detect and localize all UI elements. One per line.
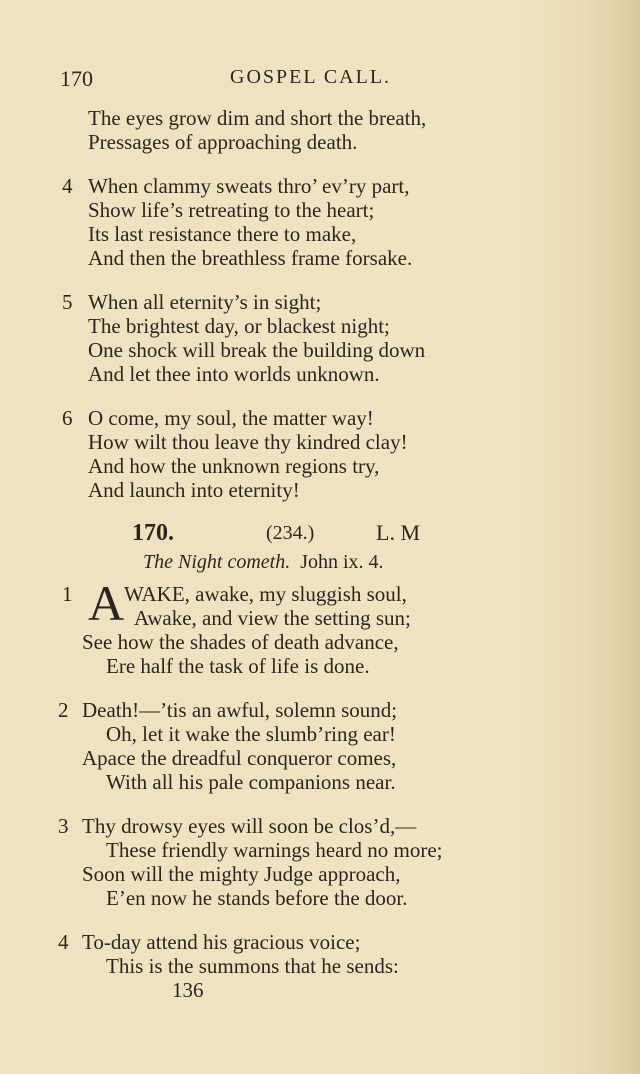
running-title: GOSPEL CALL. bbox=[230, 66, 392, 88]
verse-line: E’en now he stands before the door. bbox=[106, 886, 408, 910]
verse-line: With all his pale companions near. bbox=[106, 770, 396, 794]
verse-line: See how the shades of death advance, bbox=[82, 630, 399, 654]
signature-mark: 136 bbox=[172, 978, 204, 1002]
verse-line: O come, my soul, the matter way! bbox=[88, 406, 374, 430]
verse-line: The brightest day, or blackest night; bbox=[88, 314, 390, 338]
stanza-number: 4 bbox=[62, 174, 73, 198]
stanza-number: 1 bbox=[62, 582, 73, 606]
stanza-number: 5 bbox=[62, 290, 73, 314]
verse-line: And how the unknown regions try, bbox=[88, 454, 380, 478]
verse-line: Ere half the task of life is done. bbox=[106, 654, 370, 678]
verse-line: When all eternity’s in sight; bbox=[88, 290, 322, 314]
verse-line: These friendly warnings heard no more; bbox=[106, 838, 443, 862]
verse-line: One shock will break the building down bbox=[88, 338, 426, 362]
hymn-number: 170. bbox=[132, 520, 174, 546]
verse-line: Show life’s retreating to the heart; bbox=[88, 198, 375, 222]
stanza-number: 2 bbox=[58, 698, 69, 722]
verse-line: Pressages of approaching death. bbox=[88, 130, 358, 154]
verse-line: This is the summons that he sends: bbox=[106, 954, 399, 978]
verse-line: Apace the dreadful conqueror comes, bbox=[82, 746, 397, 770]
verse-line: Soon will the mighty Judge approach, bbox=[82, 862, 401, 886]
verse-line: And launch into eternity! bbox=[88, 478, 300, 502]
hymn-meter: L. M bbox=[376, 520, 420, 545]
verse-line: Oh, let it wake the slumb’ring ear! bbox=[106, 722, 396, 746]
verse-line: And let thee into worlds unknown. bbox=[88, 362, 380, 386]
verse-line: The eyes grow dim and short the breath, bbox=[88, 106, 427, 130]
verse-line: Thy drowsy eyes will soon be clos’d,— bbox=[82, 814, 417, 838]
stanza-number: 3 bbox=[58, 814, 69, 838]
verse-line: Death!—’tis an awful, solemn sound; bbox=[82, 698, 398, 722]
verse-line: To-day attend his gracious voice; bbox=[82, 930, 361, 954]
hymn-reference: (234.) bbox=[266, 522, 315, 544]
stanza-number: 6 bbox=[62, 406, 73, 430]
verse-line: How wilt thou leave thy kindred clay! bbox=[88, 430, 408, 454]
verse-line: WAKE, awake, my sluggish soul, bbox=[124, 582, 407, 606]
hymn-subtitle-reference: John ix. 4. bbox=[300, 551, 384, 573]
drop-cap: A bbox=[88, 575, 125, 631]
page-header bbox=[60, 66, 500, 98]
hymn-subtitle bbox=[143, 551, 384, 574]
hymn-subtitle-title: The Night cometh. bbox=[143, 551, 291, 573]
verse-line: And then the breathless frame forsake. bbox=[88, 246, 413, 270]
verse-line: Its last resistance there to make, bbox=[88, 222, 357, 246]
verse-line: When clammy sweats thro’ ev’ry part, bbox=[88, 174, 410, 198]
page-number: 170 bbox=[60, 66, 93, 91]
verse-line: Awake, and view the setting sun; bbox=[134, 606, 411, 630]
hymn-heading bbox=[132, 520, 472, 550]
stanza-number: 4 bbox=[58, 930, 69, 954]
